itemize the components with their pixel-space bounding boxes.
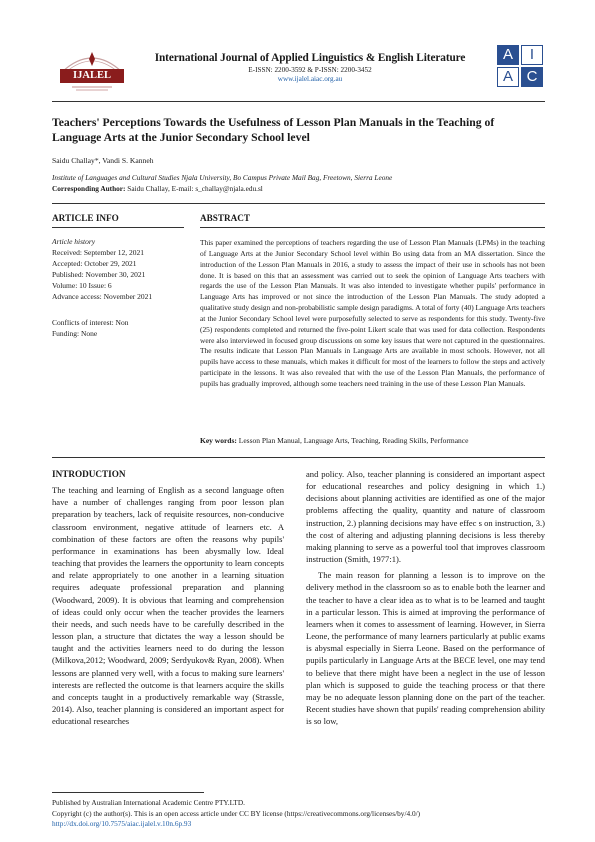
abstract-bottom-rule bbox=[52, 457, 545, 458]
footer-copyright: Copyright (c) the author(s). This is an open access article under CC BY license (https://creativecommons.org/licenses/by/4.0/) bbox=[52, 808, 421, 818]
logo-text: IJALEL bbox=[73, 70, 111, 81]
aiac-letter-i: I bbox=[521, 45, 543, 65]
footer-rule bbox=[52, 792, 204, 793]
article-info-heading: ARTICLE INFO bbox=[52, 213, 119, 223]
abstract-text: This paper examined the perceptions of teachers regarding the use of Lesson Plan Manuals (LPMs) in the teaching of Language Arts at the Junior Secondary School level within Bo using data from an MA dissertation. Since the introduction of the Lesson Plan Manuals in 2016, a study to assess the impact of their use in schools has not been done. It is based on this that an assessment was carried out to seek the opinion of Language Arts teachers with regards the use of the Lesson Plan Manuals. It was also intended to investigate whether pupils' performance in Language Arts has improved or not since the introduction of the Lesson Plan Manuals. The study adopted a qualitative study design and non-probabilistic sample design paradigms. A total of forty (40) Language Arts teachers at the Junior Secondary School level were purposefully selected to serve as respondents for this study. Twenty-five (25) respondents completed and returned the five-point Likert scale that was used for data collection. Respondents were also interviewed in focused group discussions on some key issues that were not captured in the questionnaires. The results indicate that Lesson Plan Manuals in Language Arts are available in most schools. However, not all pupils have access to these manuals, which makes it difficult for most of the learners to follow the steps and actively participate in the lessons. It was also revealed that with the use of the Lesson Plan Manuals, the performance of pupils has gradually improved, although some teachers need training in the use of these Lesson Plan Manuals. bbox=[200, 238, 545, 388]
journal-title: International Journal of Applied Linguistics & English Literature bbox=[154, 52, 466, 64]
aiac-letter-a2: A bbox=[497, 67, 519, 87]
journal-header bbox=[140, 52, 480, 83]
body-paragraph: The main reason for planning a lesson is to improve on the delivery method in the classroom so as to enable both the learner and the teacher to have a clear idea as to what is to be learned and taught in a particular lesson. This is aimed at improving the performance of learners when it comes to assessment of learning. However, in Sierra Leone, the performance of many learners particularly at public exams is abysmal especially in Sierra Leone. Based on the performance of pupils particularly in Language Arts at the BECE level, one may tend to believe that there might have been a neglect in the use of lesson plan which is supposed to guide the teaching process or that there may be no adequate lesson planning done on the part of the teacher. Recent studies have shown that pupils' reading comprehension ability is so low, bbox=[306, 570, 545, 727]
corresponding-label: Corresponding Author: bbox=[52, 184, 126, 193]
footer-publisher: Published by Australian International Academic Centre PTY.LTD. bbox=[52, 798, 245, 807]
title-rule bbox=[52, 203, 545, 204]
corresponding-author bbox=[52, 184, 545, 193]
body-right-column bbox=[306, 468, 545, 727]
keywords-list: Lesson Plan Manual, Language Arts, Teaching, Reading Skills, Performance bbox=[236, 436, 469, 445]
conflicts-of-interest: Conflicts of interest: Non bbox=[52, 318, 129, 327]
ijalel-logo bbox=[52, 42, 132, 100]
body-paragraph: The teaching and learning of English as a second language often have a number of challenges ranging from poor lesson plan preparation by teachers, lack of requisite resources, non-conducive classroom environment, negative attitude of learners etc. A combination of these factors are often the reasons why pupils' performance in examinations has been abysmally low. Ideal teaching that provides the learners the opportunity to learn concepts and relate appropriately to one another in a learning situation requires adequate professional preparation and planning (Woodward, 2009). It is obvious that learning and comprehension of ideas could only occur when the teacher provides the learners their needs, and such needs have to be carefully described in the lesson plan, a structure that dictates the way a lesson should be taught and the activities learners need to do during the lesson (Milkova,2012; Woodward, 2009; Serdyukov& Ryan, 2008). When lessons are planned very well, with a focus to making sure learners' interests are reflected the outcome is that learners acquire the skills and concepts taught in a productively remarkable way (Strassle, 2014). Also, teacher planning is considered an important aspect for educational researches bbox=[52, 485, 284, 727]
header-rule bbox=[52, 101, 545, 102]
history-label: Article history bbox=[52, 237, 96, 246]
funding: Funding: None bbox=[52, 329, 98, 338]
published-date: Published: November 30, 2021 bbox=[52, 270, 146, 279]
aiac-letter-c: C bbox=[521, 67, 543, 87]
aiac-logo bbox=[497, 45, 545, 89]
introduction-heading: INTRODUCTION bbox=[52, 469, 126, 479]
paper-affiliation: Institute of Languages and Cultural Studies Njala University, Bo Campus Private Mail Bag, Freetown, Sierra Leone bbox=[52, 173, 393, 182]
corresponding-value: Saidu Challay, E-mail: s_challay@njala.edu.sl bbox=[125, 184, 263, 193]
volume-issue: Volume: 10 Issue: 6 bbox=[52, 281, 112, 290]
paper-title: Teachers' Perceptions Towards the Usefulness of Lesson Plan Manuals in the Teaching of Language Arts at the Junior Secondary School level bbox=[52, 116, 495, 144]
aiac-letter-a1: A bbox=[497, 45, 519, 65]
body-paragraph: and policy. Also, teacher planning is considered an important aspect for educational researches and policy designing in which 1.) decisions about planning activities are identified as one of the major problems affecting the quality, quantity and nature of classroom instruction, 2.) planning decisions may have effec s on instruction, 3.) the cost of altering and adjusting planning decisions is less thereby making planning to serve as a powerful tool that improves classroom instruction (Smith, 1977:1). bbox=[306, 469, 545, 565]
article-info-rule bbox=[52, 227, 184, 228]
footer-doi-link[interactable]: http://dx.doi.org/10.7575/aiac.ijalel.v.10n.6p.93 bbox=[52, 819, 192, 829]
journal-url[interactable]: www.ijalel.aiac.org.au bbox=[277, 75, 343, 83]
abstract-heading: ABSTRACT bbox=[200, 213, 251, 223]
accepted-date: Accepted: October 29, 2021 bbox=[52, 259, 137, 268]
body-left-column bbox=[52, 468, 284, 727]
keywords-label: Key words: bbox=[200, 436, 237, 445]
received-date: Received: September 12, 2021 bbox=[52, 248, 145, 257]
abstract-rule bbox=[200, 227, 545, 228]
keywords bbox=[200, 436, 545, 445]
article-info bbox=[52, 236, 184, 339]
paper-authors: Saidu Challay*, Vandi S. Kanneh bbox=[52, 156, 154, 165]
advance-access: Advance access: November 2021 bbox=[52, 292, 153, 301]
journal-issn: E-ISSN: 2200-3592 & P-ISSN: 2200-3452 bbox=[248, 66, 372, 74]
footer bbox=[52, 798, 545, 830]
